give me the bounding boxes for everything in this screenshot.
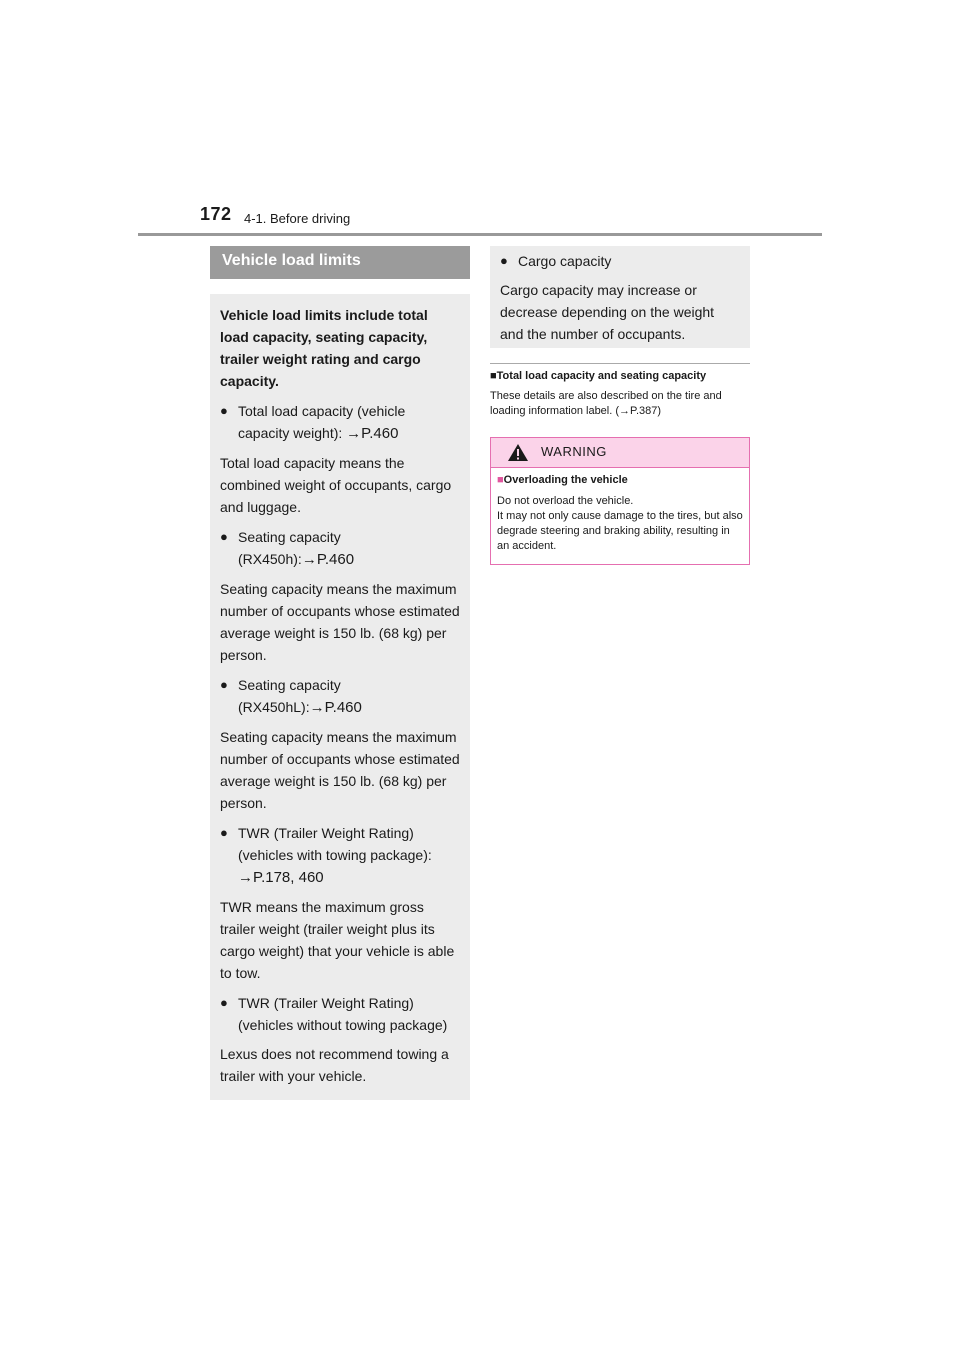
- bullet-description: TWR means the maximum gross trailer weight (trailer weight plus its cargo weight) that your vehicle is able to tow.: [220, 899, 455, 981]
- cargo-description: Cargo capacity may increase or decrease depending on the weight and the number of occupants.: [500, 282, 715, 342]
- bullet-description: Lexus does not recommend towing a trailer with your vehicle.: [220, 1046, 449, 1084]
- header-rule: [138, 233, 822, 236]
- bullet-dot-icon: ●: [220, 403, 228, 418]
- bullet-item: [220, 400, 460, 445]
- bullet-label: Seating capacity (RX450h):: [238, 529, 341, 567]
- bullet-description: Seating capacity means the maximum number of occupants whose estimated average weight is 150 lb. (68 kg) per person.: [220, 729, 460, 811]
- warning-box: [490, 437, 750, 565]
- bullet-label: Cargo capacity: [518, 253, 612, 269]
- subsection-heading: ■Total load capacity and seating capacity: [490, 370, 707, 382]
- bullet-dot-icon: ●: [220, 677, 228, 692]
- subsection-text: These details are also described on the tire and loading information label. (→P.387): [490, 390, 722, 417]
- square-icon: ■: [490, 370, 497, 382]
- warning-triangle-icon: [507, 443, 529, 462]
- bullet-label: Total load capacity (vehicle capacity weight):: [238, 403, 406, 441]
- warning-text: Do not overload the vehicle. It may not only cause damage to the tires, but also degrade steering and braking ability, resulting in an accident.: [497, 495, 743, 552]
- bullet-label: Seating capacity (RX450hL):: [238, 677, 341, 715]
- bullet-item: [220, 526, 460, 571]
- bullet-description: Seating capacity means the maximum number of occupants whose estimated average weight is 150 lb. (68 kg) per person.: [220, 581, 460, 663]
- page-reference: →P.178, 460: [238, 869, 324, 886]
- left-column: [210, 246, 470, 1100]
- bullet-item: [220, 822, 460, 889]
- bullet-label: TWR (Trailer Weight Rating) (vehicles without towing package): [238, 995, 448, 1033]
- bullet-item: [220, 992, 460, 1036]
- warning-body: [491, 468, 749, 564]
- cargo-panel: [490, 246, 750, 348]
- bullet-item: [500, 250, 740, 272]
- bullet-dot-icon: ●: [220, 529, 228, 544]
- bullet-dot-icon: ●: [500, 253, 508, 268]
- page-reference: →P.387): [619, 405, 662, 417]
- section-heading-bar: Vehicle load limits: [210, 246, 470, 279]
- page-reference: →P.460: [309, 699, 362, 716]
- load-limits-panel: [210, 294, 470, 1100]
- bullet-dot-icon: ●: [220, 995, 228, 1010]
- chapter-title: 4-1. Before driving: [244, 211, 351, 226]
- bullet-description: Total load capacity means the combined weight of occupants, cargo and luggage.: [220, 455, 452, 515]
- warning-title: ■Overloading the vehicle: [497, 474, 628, 486]
- square-icon: ■: [497, 474, 504, 486]
- intro-text: Vehicle load limits include total load capacity, seating capacity, trailer weight rating and cargo capacity.: [220, 307, 428, 389]
- right-column: [490, 246, 750, 565]
- divider: [490, 363, 750, 364]
- warning-header: [491, 438, 749, 468]
- page-number: 172: [200, 204, 232, 224]
- page-reference: →P.460: [301, 551, 355, 568]
- warning-label: WARNING: [541, 444, 607, 459]
- bullet-item: [220, 674, 460, 719]
- page-reference: →P.460: [346, 425, 399, 442]
- bullet-dot-icon: ●: [220, 825, 228, 840]
- bullet-label: TWR (Trailer Weight Rating) (vehicles with towing package):: [238, 825, 432, 863]
